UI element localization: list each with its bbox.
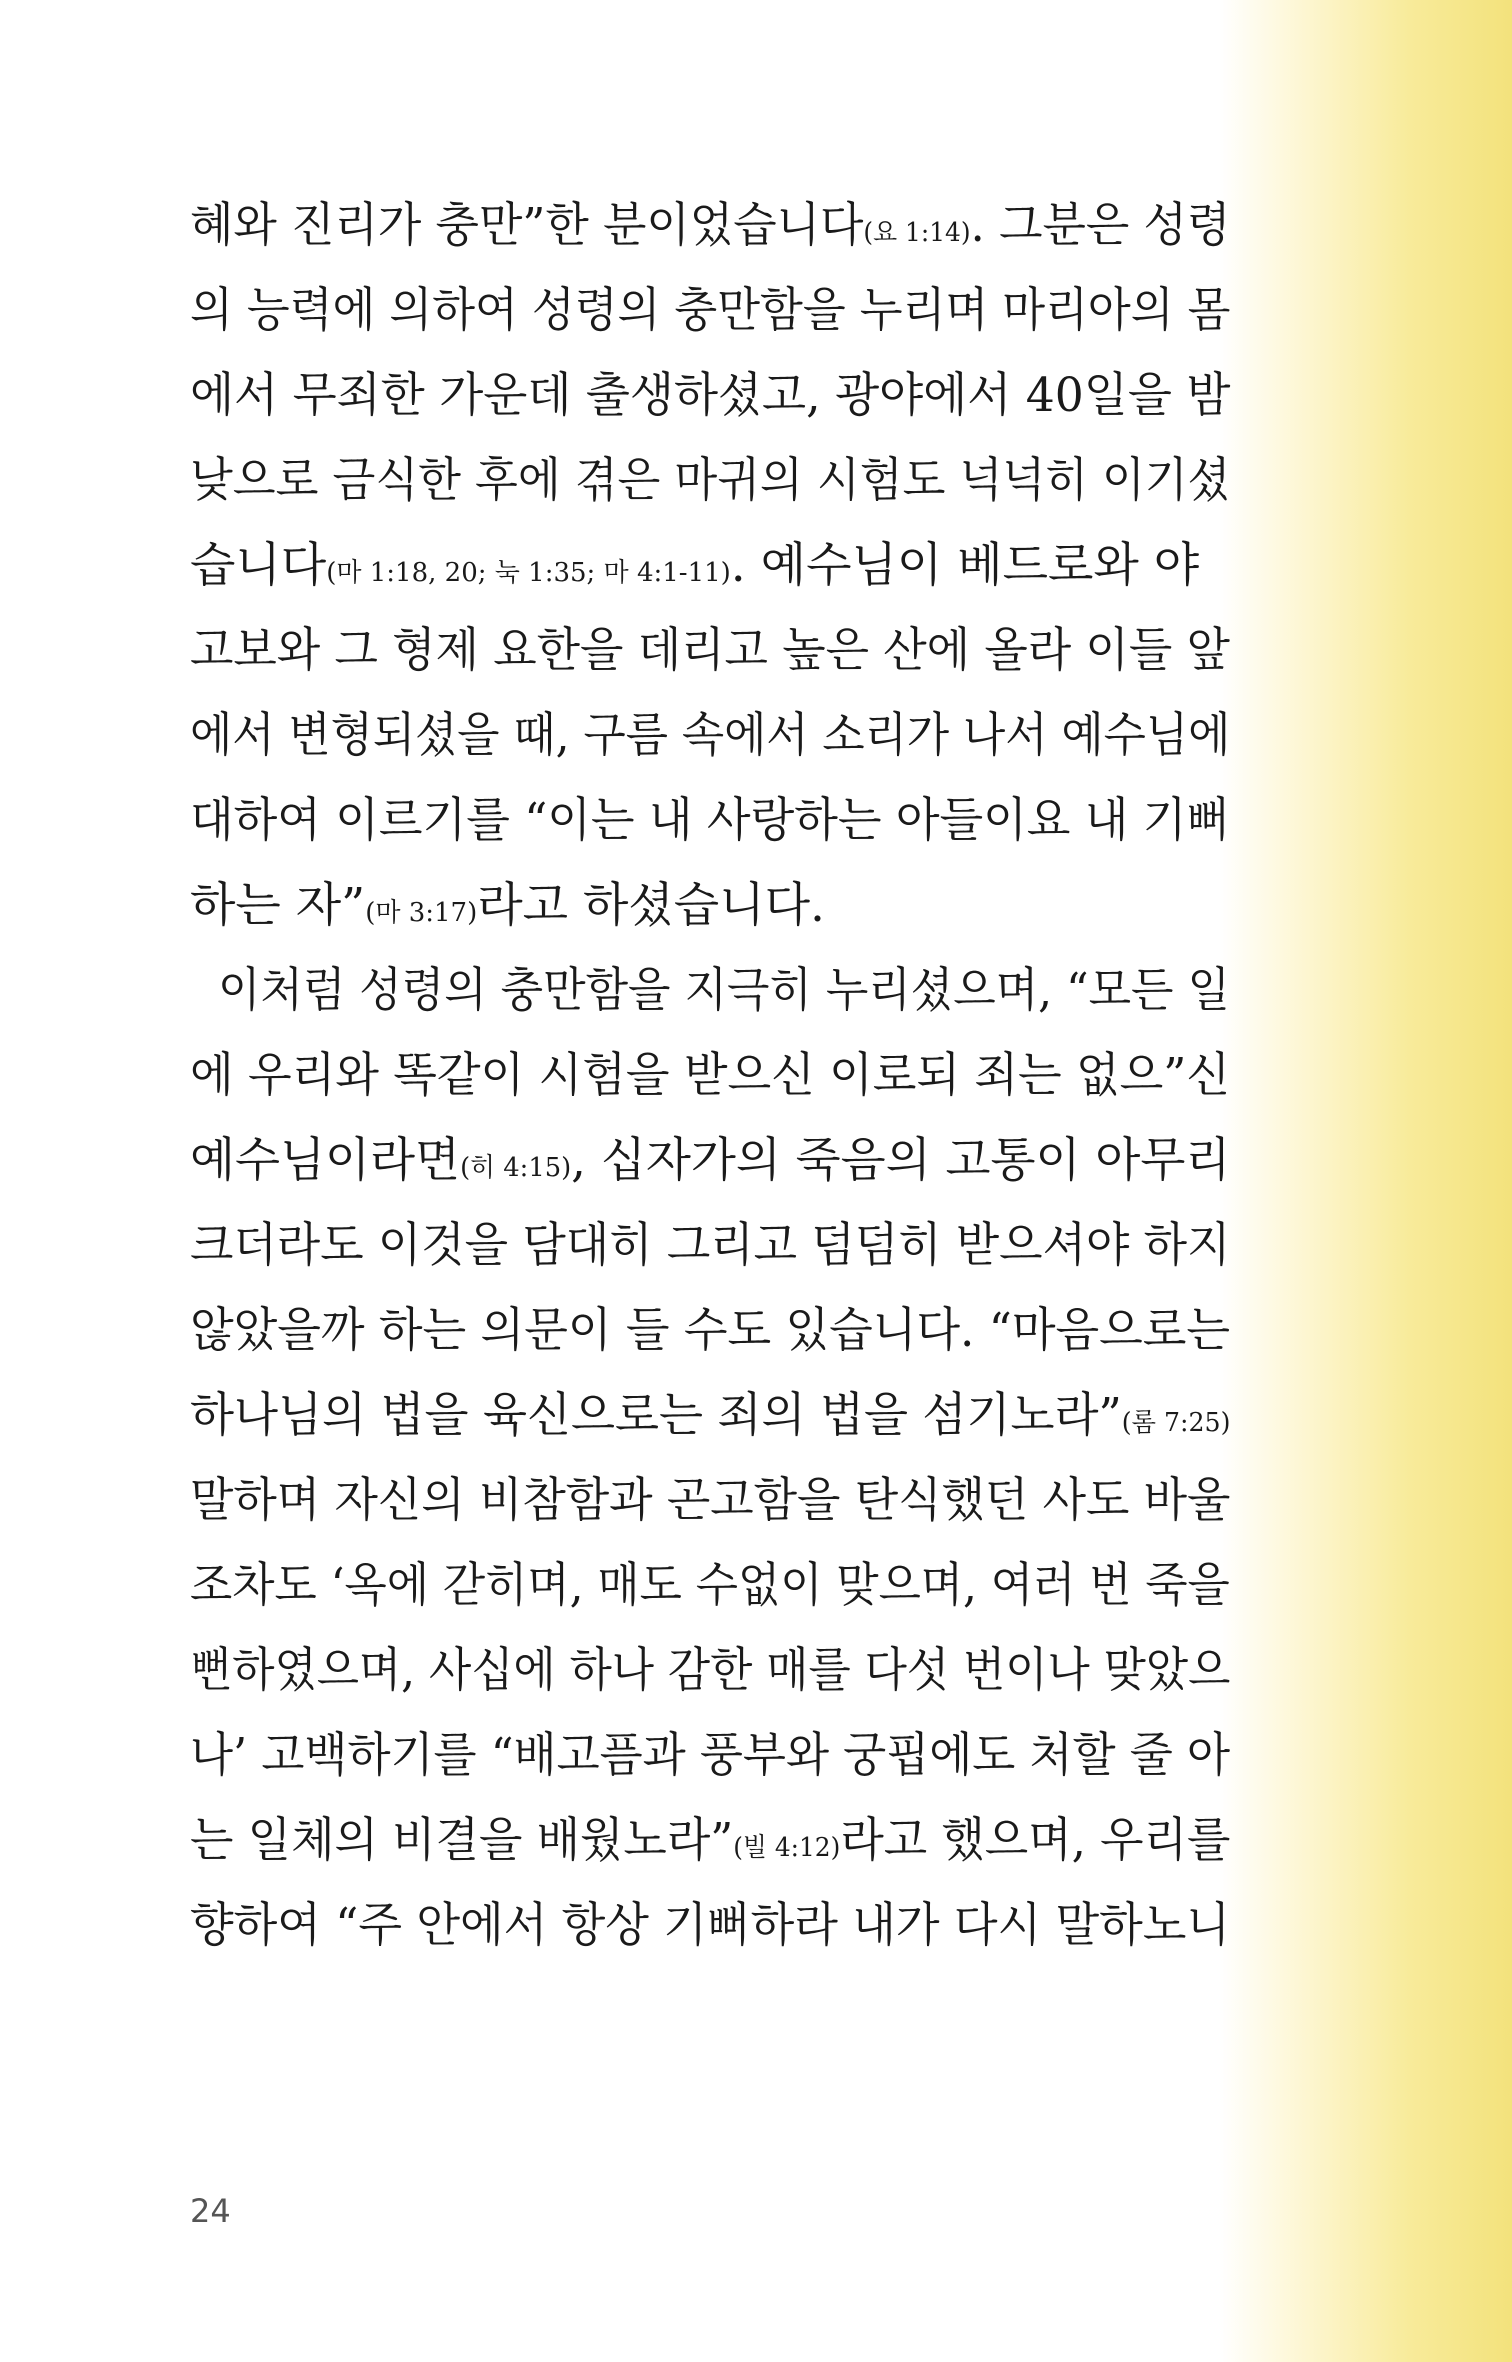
text-line: 의 능력에 의하여 성령의 충만함을 누리며 마리아의 몸 (190, 283, 1231, 338)
text-line: 향하여 “주 안에서 항상 기뻐하라 내가 다시 말하노니 (190, 1898, 1231, 1953)
text-line: 예수님이라면(히 4:15), 십자가의 죽음의 고통이 아무리 (190, 1133, 1231, 1188)
citation: (마 3:17) (365, 898, 478, 928)
text-line: 이처럼 성령의 충만함을 지극히 누리셨으며, “모든 일 (190, 963, 1230, 1018)
side-gradient-band (1220, 0, 1512, 2362)
text-line: 에서 무죄한 가운데 출생하셨고, 광야에서 40일을 밤 (190, 368, 1231, 423)
citation: (빌 4:12) (733, 1833, 841, 1863)
citation: (마 1:18, 20; 눅 1:35; 마 4:1-11) (326, 558, 731, 588)
page-number: 24 (190, 2192, 231, 2230)
text-line: 혜와 진리가 충만”한 분이었습니다(요 1:14). 그분은 성령 (190, 198, 1231, 253)
citation: (히 4:15) (460, 1153, 572, 1183)
text-line: 말하며 자신의 비참함과 곤고함을 탄식했던 사도 바울 (190, 1473, 1231, 1528)
text-line: 하나님의 법을 육신으로는 죄의 법을 섬기노라”(롬 7:25) (190, 1388, 1231, 1443)
text-line: 는 일체의 비결을 배웠노라”(빌 4:12)라고 했으며, 우리를 (190, 1813, 1231, 1868)
text-line: 조차도 ‘옥에 갇히며, 매도 수없이 맞으며, 여러 번 죽을 (190, 1558, 1230, 1613)
text-line: 에서 변형되셨을 때, 구름 속에서 소리가 나서 예수님에 (190, 708, 1231, 763)
text-line: 에 우리와 똑같이 시험을 받으신 이로되 죄는 없으”신 (190, 1048, 1231, 1103)
text-line: 않았을까 하는 의문이 들 수도 있습니다. “마음으로는 (190, 1303, 1231, 1358)
text-line: 크더라도 이것을 담대히 그리고 덤덤히 받으셔야 하지 (190, 1218, 1231, 1273)
text-line: 대하여 이르기를 “이는 내 사랑하는 아들이요 내 기뻐 (190, 793, 1231, 848)
text-line: 뻔하였으며, 사십에 하나 감한 매를 다섯 번이나 맞았으 (190, 1643, 1231, 1698)
text-line: 하는 자”(마 3:17)라고 하셨습니다. (190, 878, 825, 933)
text-line: 낮으로 금식한 후에 겪은 마귀의 시험도 넉넉히 이기셨 (190, 453, 1231, 508)
text-line: 고보와 그 형제 요한을 데리고 높은 산에 올라 이들 앞 (190, 623, 1230, 678)
text-line: 습니다(마 1:18, 20; 눅 1:35; 마 4:1-11). 예수님이 베드로와 야 (190, 538, 1200, 593)
text-line: 나’ 고백하기를 “배고픔과 풍부와 궁핍에도 처할 줄 아 (190, 1728, 1230, 1783)
citation: (요 1:14) (863, 218, 971, 248)
citation: (롬 7:25) (1121, 1408, 1231, 1438)
